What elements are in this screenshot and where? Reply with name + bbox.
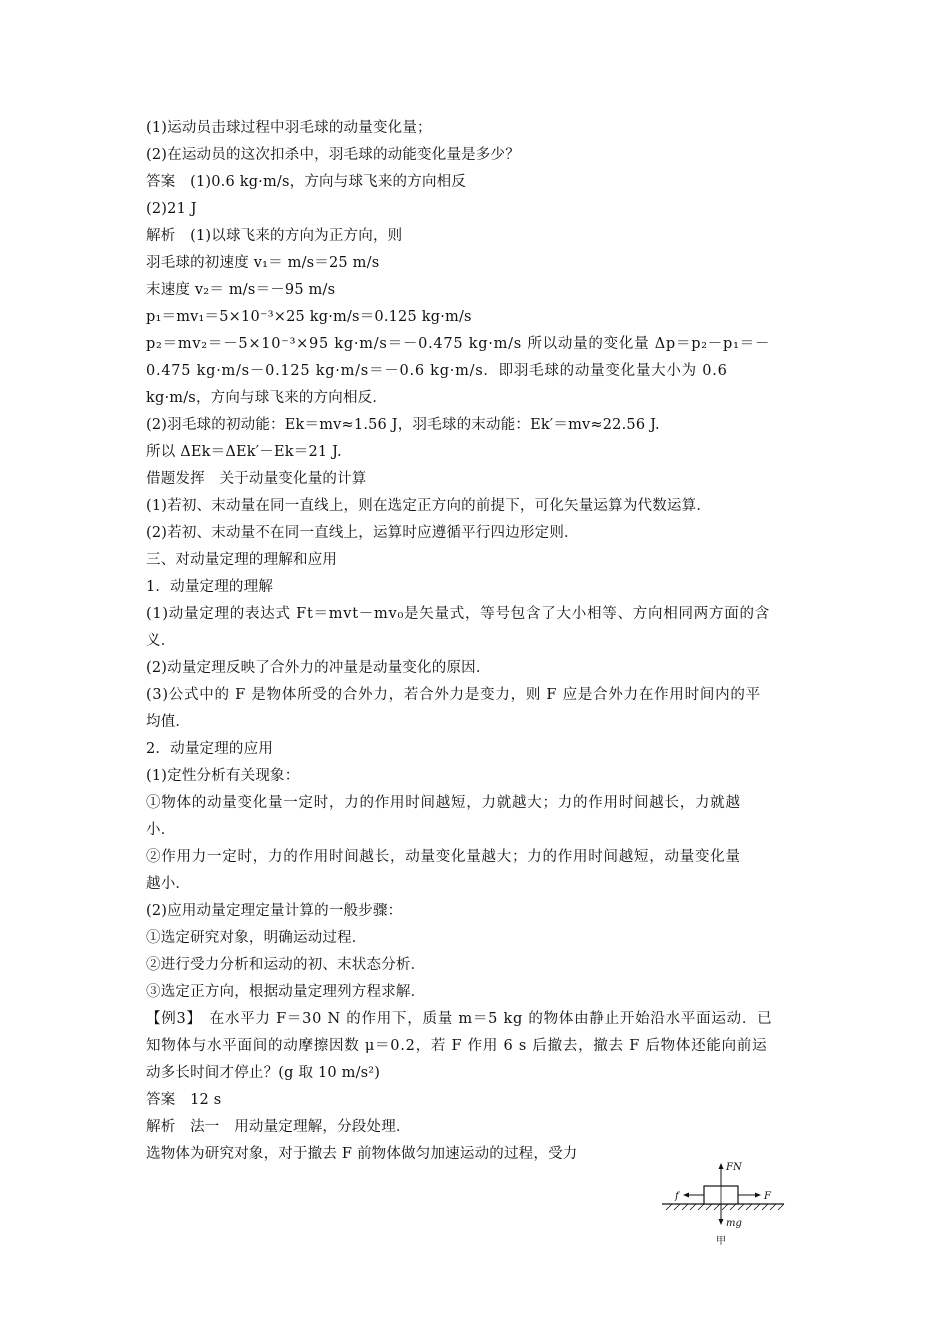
text-line: p₁＝mv₁＝5×10⁻³×25 kg·m/s＝0.125 kg·m/s [146, 309, 472, 325]
force-diagram [658, 1158, 788, 1248]
text-line: ①物体的动量变化量一定时，力的作用时间越短，力就越大；力的作用时间越长，力就越 [146, 795, 741, 811]
text-line: ③选定正方向，根据动量定理列方程求解． [146, 984, 426, 1000]
text-line: 0.475 kg·m/s－0.125 kg·m/s＝－0.6 kg·m/s．即羽毛球的动量变化量大小为 0.6 [146, 363, 728, 379]
text-line: 均值． [146, 714, 191, 730]
text-line: 1．动量定理的理解 [146, 579, 274, 595]
label-weight: mg [726, 1218, 742, 1229]
text-line: 小． [146, 822, 176, 838]
text-line: (1)动量定理的表达式 Ft＝mvt－mv₀是矢量式，等号包含了大小相等、方向相同两方面的含 [146, 606, 771, 622]
text-line: 越小． [146, 876, 191, 892]
text-line: kg·m/s，方向与球飞来的方向相反． [146, 390, 388, 406]
diagram-caption: 甲 [716, 1236, 726, 1247]
label-friction: f [675, 1191, 679, 1202]
text-line: 所以 ΔEk＝ΔEk′－Ek＝21 J. [146, 444, 342, 460]
text-line: ②作用力一定时，力的作用时间越长，动量变化量越大；力的作用时间越短，动量变化量 [146, 849, 741, 865]
text-line: 2．动量定理的应用 [146, 741, 274, 757]
label-force: F [764, 1191, 771, 1202]
text-line: 末速度 v₂＝ m/s＝－95 m/s [146, 282, 336, 298]
text-line: (2)21 J [146, 201, 197, 217]
text-line: 答案 (1)0.6 kg·m/s，方向与球飞来的方向相反 [146, 174, 467, 190]
text-line: 义． [146, 633, 176, 649]
text-line: (3)公式中的 F 是物体所受的合外力，若合外力是变力，则 F 应是合外力在作用时间内的平 [146, 687, 761, 703]
text-line: (2)应用动量定理定量计算的一般步骤： [146, 903, 403, 919]
text-line: (2)动量定理反映了合外力的冲量是动量变化的原因． [146, 660, 491, 676]
text-line: (1)运动员击球过程中羽毛球的动量变化量； [146, 120, 432, 136]
text-line: 解析 (1)以球飞来的方向为正方向，则 [146, 228, 403, 244]
text-line: p₂＝mv₂＝－5×10⁻³×95 kg·m/s＝－0.475 kg·m/s 所以动量的变化量 Δp＝p₂－p₁＝－ [146, 336, 771, 352]
text-line: (2)在运动员的这次扣杀中，羽毛球的动能变化量是多少？ [146, 147, 520, 163]
text-line: (1)定性分析有关现象： [146, 768, 300, 784]
text-line: 【例3】 在水平力 F＝30 N 的作用下，质量 m＝5 kg 的物体由静止开始沿水平面运动．已 [146, 1011, 773, 1027]
text-line: 羽毛球的初速度 v₁＝ m/s＝25 m/s [146, 255, 380, 271]
label-normal-force: FN [726, 1162, 742, 1173]
text-line: 答案 12 s [146, 1092, 222, 1108]
text-line: 借题发挥 关于动量变化量的计算 [146, 471, 367, 487]
text-line: 选物体为研究对象，对于撤去 F 前物体做匀加速运动的过程，受力 [146, 1146, 578, 1162]
text-line: (1)若初、末动量在同一直线上，则在选定正方向的前提下，可化矢量运算为代数运算． [146, 498, 712, 514]
text-line: 三、对动量定理的理解和应用 [146, 552, 338, 568]
text-line: 解析 法一 用动量定理解，分段处理． [146, 1119, 411, 1135]
text-line: (2)若初、末动量不在同一直线上，运算时应遵循平行四边形定则． [146, 525, 579, 541]
text-line: 动多长时间才停止？(g 取 10 m/s²) [146, 1065, 381, 1081]
text-line: (2)羽毛球的初动能：Ek＝mv≈1.56 J，羽毛球的末动能：Ek′＝mv≈22.56 J. [146, 417, 660, 433]
text-line: ①选定研究对象，明确运动过程． [146, 930, 367, 946]
text-line: 知物体与水平面间的动摩擦因数 μ＝0.2，若 F 作用 6 s 后撤去，撤去 F 后物体还能向前运 [146, 1038, 768, 1054]
text-line: ②进行受力分析和运动的初、末状态分析． [146, 957, 426, 973]
force-diagram-figure [658, 1158, 788, 1248]
